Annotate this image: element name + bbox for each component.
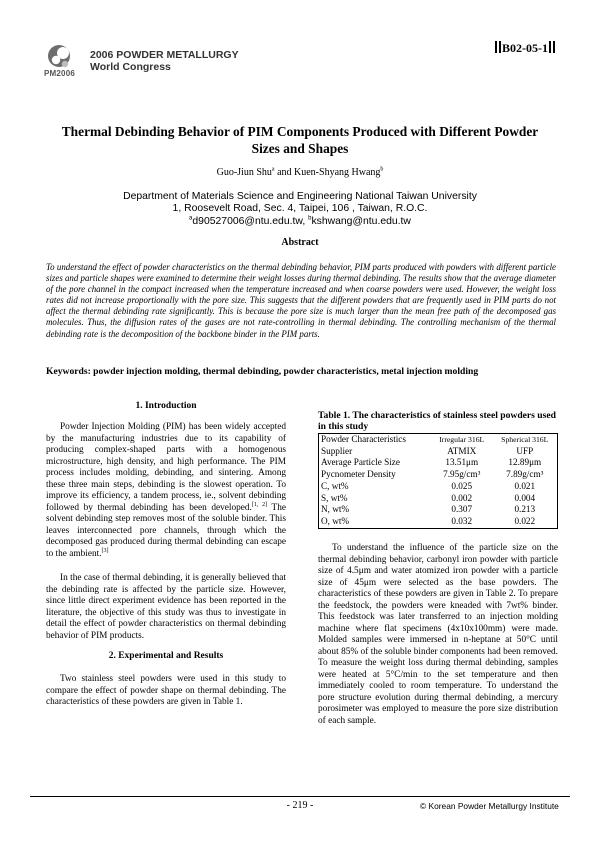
table-row [319,493,558,505]
paper-code-text: B02-05-1 [502,41,548,55]
copyright-notice: © Korean Powder Metallurgy Institute [420,801,559,811]
intro-p1-part-b: The solvent debinding step removes most of the soluble binder. This leaves interconnected pore channels, through which the decomposed gas produced during thermal debinding can escape to the ambient. [46,502,286,559]
table-cell: 13.51μm [445,457,479,468]
table-row [319,457,558,469]
author-and: and [274,167,295,178]
table-cell: N, wt% [321,504,350,515]
table-cell: 7.89g/cm³ [506,469,544,480]
exp-paragraph-2: To understand the influence of the particle size on the thermal debinding behavior, carbonyl iron powder with particle size of 4.5μm and water atomized iron powder with a particle size of 45μm were selected as the base powders. The characteristics of these powders are given in Table 2. To prepare the feedstock, the powders were kneaded with 7wt% binder. This feedstock was later transferred to an injection molding machine where flat specimens (4x10x100mm) were made. Molded samples were immersed in n-heptane at 50°C until about 85% of the soluble binder components had been removed. To measure the weight loss during thermal debinding, samples were heated at 5°C/min to the set temperature and then immediately cooled to room temperature. To understand the pore structure evolution during thermal debinding, a mercury porosimeter was employed to measure the pore size distribution of each sample. [318,543,558,726]
conference-line-2: World Congress [90,61,171,73]
page-number: - 219 - [286,800,314,811]
intro-paragraph-2: In the case of thermal debinding, it is generally believed that the debinding rate is affected by the particle size. However, since little direct experiment evidence has been reported in the literature, the objective of this study was thus to investigate in detail the effect of powder characteristics on thermal debinding behavior of PIM products. [46,573,286,641]
table-1-caption: Table 1. The characteristics of stainless steel powders used in this study [318,410,556,433]
table-cell: Average Particle Size [321,457,400,468]
conference-line-1: 2006 POWDER METALLURGY [90,49,239,61]
table-header-cell: Irregular 316L [439,435,485,444]
table-row [319,469,558,481]
email-1-sup: a [189,215,193,222]
table-cell: 0.032 [451,515,473,526]
footer-divider [30,796,570,797]
table-cell: 0.021 [514,480,536,491]
abstract-heading: Abstract [281,237,319,248]
author-1-sup: a [271,166,275,173]
table-cell: S, wt% [321,492,348,503]
email-1: d90527006@ntu.edu.tw, [192,215,309,227]
exp-paragraph-1: Two stainless steel powders were used in this study to compare the effect of powder shape on thermal debinding. The characteristics of these powders are given in Table 1. [46,674,286,707]
table-1 [318,433,558,529]
emails [30,216,570,228]
affiliation [30,191,570,228]
title-line-2: Sizes and Shapes [251,141,349,156]
ref-1-2: [1, 2] [251,501,268,508]
section-introduction-heading: 1. Introduction [135,401,197,411]
ref-3: [3] [101,547,109,554]
table-cell: UFP [516,445,534,456]
intro-paragraph-1 [46,422,286,560]
intro-p1-part-a: Powder Injection Molding (PIM) has been widely accepted by the manufacturing industries due to its capability of producing complex-shaped parts with a homogenous microstructure, high density, and high performance. The PIM process includes molding, debinding, and sintering. Among these three main steps, debinding is the slowest operation. To improve its efficiency, a tandem process, ie., solvent debinding followed by thermal debinding has been developed. [46,422,286,513]
table-cell: O, wt% [321,515,350,526]
paper-title [30,123,570,157]
table-cell: Pycnometer Density [321,469,396,480]
table-cell: 0.025 [451,480,473,491]
logo-text: PM2006 [44,69,75,78]
section-experimental-heading: 2. Experimental and Results [108,651,224,661]
table-row [319,481,558,493]
table-header-cell: Powder Characteristics [321,434,406,444]
email-2-sup: b [308,215,312,222]
author-2: Kuen-Shyang Hwang [294,167,381,178]
affiliation-line-1: Department of Materials Science and Engineering National Taiwan University [123,191,477,202]
table-cell: 0.307 [451,504,473,515]
title-line-1: Thermal Debinding Behavior of PIM Components Produced with Different Powder [61,124,539,139]
table-cell: C, wt% [321,480,349,491]
table-cell: 7.95g/cm³ [443,469,481,480]
authors [30,167,570,178]
table-cell: 0.213 [514,504,536,515]
table-cell: 0.022 [514,515,536,526]
author-2-sup: b [380,166,384,173]
table-row [319,504,558,516]
table-header-cell: Spherical 316L [501,435,549,444]
keywords: Keywords: powder injection molding, thermal debinding, powder characteristics, metal injection molding [46,366,479,377]
table-row [319,446,558,458]
table-cell: 12.89μm [508,457,542,468]
table-cell: 0.002 [451,492,473,503]
abstract-text: To understand the effect of powder characteristics on the thermal debinding behavior, PIM parts produced with powders with different particle sizes and particle shapes were examined to determine their weight losses during thermal debinding. The results show that the average diameter of the pore channel in the compact increased when the temperature increased and when coarse powders were used. However, the weight loss rates did not increase proportionally with the pore size. This suggests that the different powders that are frequently used in PIM parts do not affect the thermal debinding rate significantly. This is because the pore size is much larger than the mean free path of the decomposed gas molecules. Thus, the diffusion rates of the gases are not rate-controlling in thermal debinding. The controlling mechanism of the thermal debinding rate is the decomposition of the backbone binder in the PIM parts. [46,262,556,339]
paper-code [494,41,556,56]
conference-name [90,49,239,73]
table-cell: Supplier [321,445,353,456]
table-cell: ATMIX [447,445,477,456]
table-header-row [319,434,558,446]
email-2: kshwang@ntu.edu.tw [311,215,411,227]
table-cell: 0.004 [514,492,536,503]
affiliation-line-2: 1, Roosevelt Road, Sec. 4, Taipei, 106 , Taiwan, R.O.C. [172,203,428,215]
author-1: Guo-Jiun Shu [216,167,272,178]
pm2006-logo-icon [44,44,78,84]
table-row [319,516,558,528]
